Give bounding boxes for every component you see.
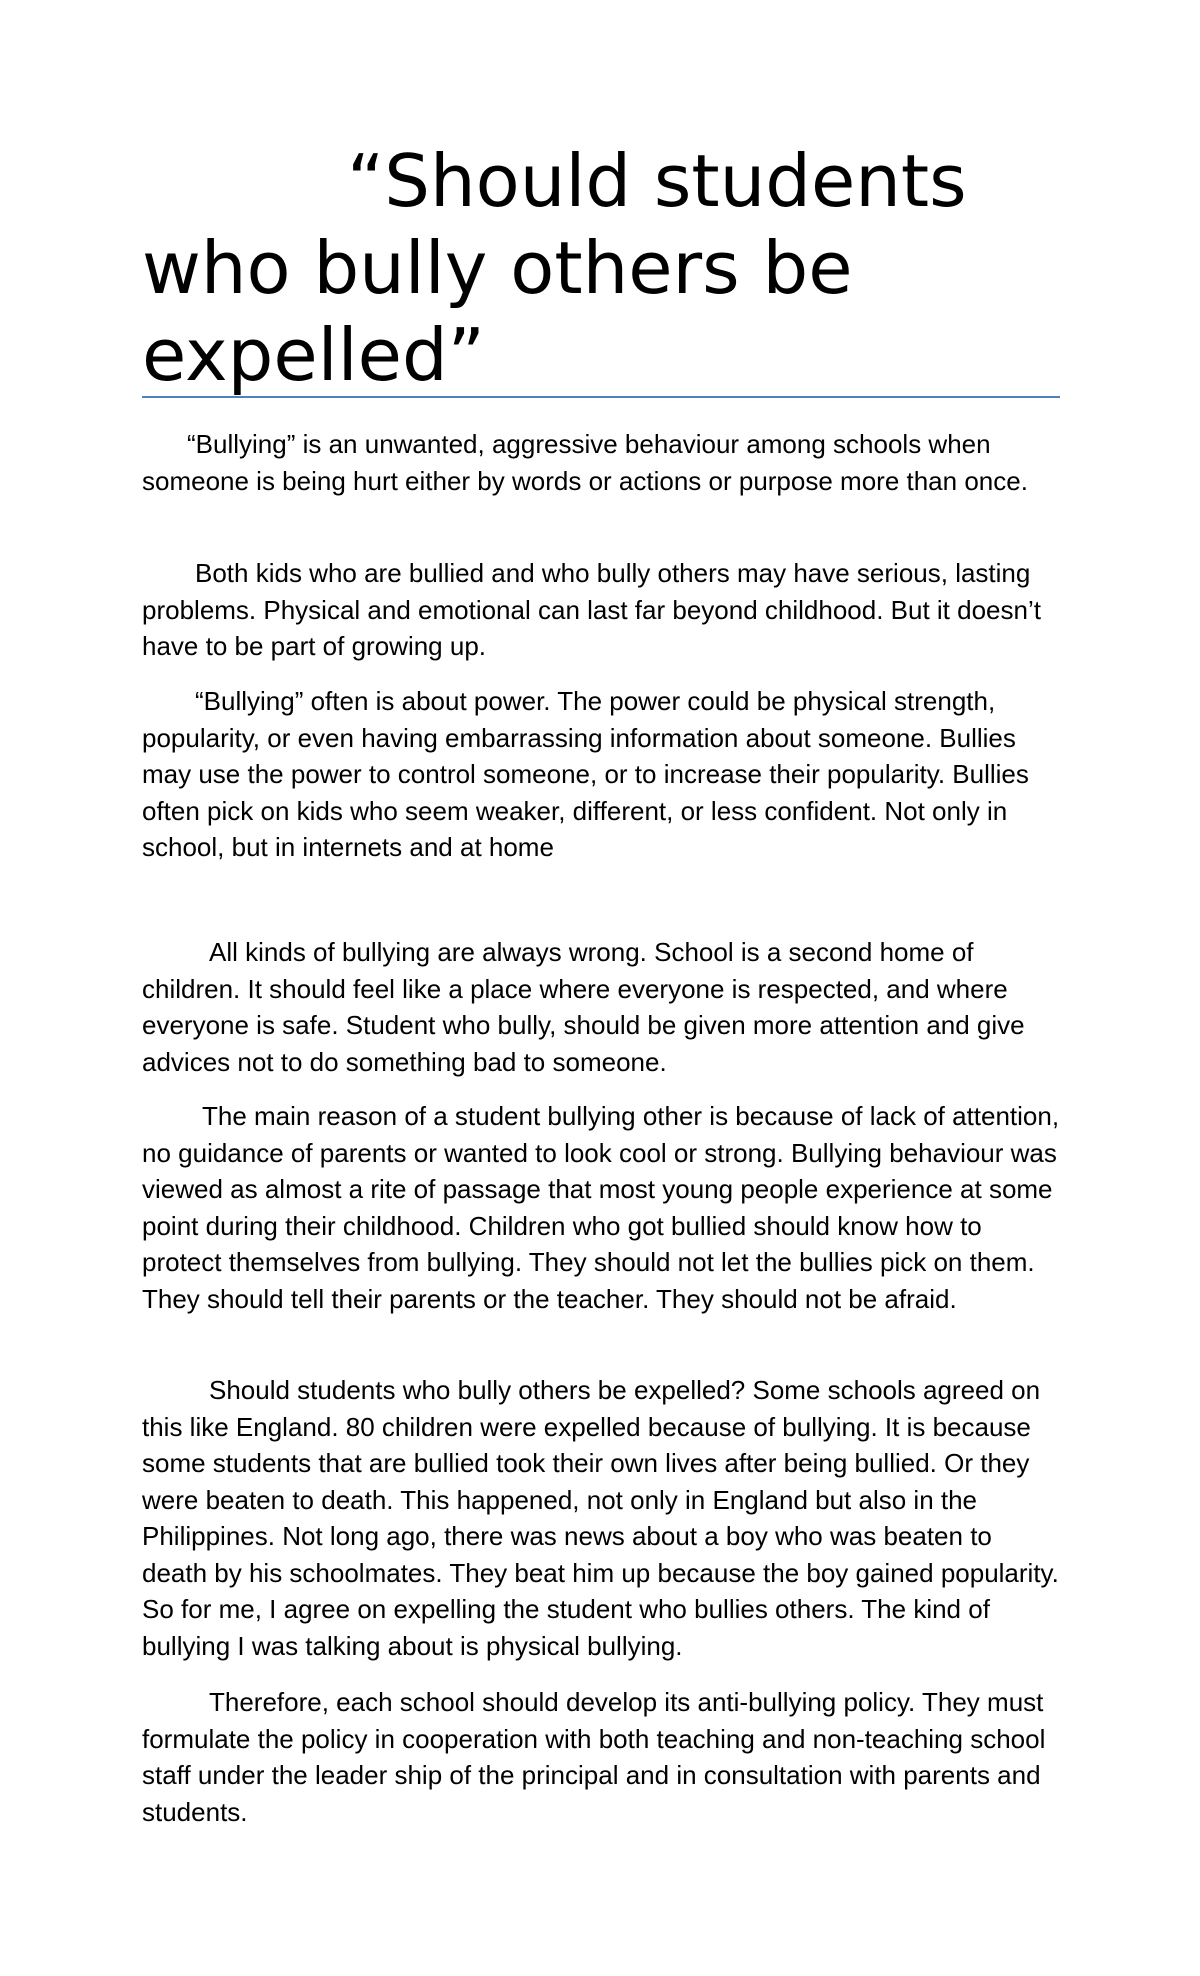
title-underline-divider [142, 396, 1060, 398]
paragraph-expelled-question: Should students who bully others be expelled? Some schools agreed on this like England. 80 children were expelled because of bullying. It is because some students that are bullied took their own lives after being bullied. Or they were beaten to death. This happened, not only in England but also in the Philippines. Not long ago, there was news about a boy who was beaten to death by his schoolmates. They beat him up because the boy gained popularity. So for me, I agree on expelling the student who bullies others. The kind of bullying I was talking about is physical bullying. [142, 1375, 1059, 1661]
paragraph-definition: “Bullying” is an unwanted, aggressive behaviour among schools when someone is being hurt either by words or actions or purpose more than once. [142, 429, 1028, 496]
document-title: “Should students who bully others be expelled” [142, 139, 967, 397]
paragraph-always-wrong: All kinds of bullying are always wrong. School is a second home of children. It should feel like a place where everyone is respected, and where everyone is safe. Student who bully, should be given more attention and give advices not to do something bad to someone. [142, 937, 1025, 1077]
paragraph-main-reason: The main reason of a student bullying other is because of lack of attention, no guidance of parents or wanted to look cool or strong. Bullying behaviour was viewed as almost a rite of passage that most young people experience at some point during their childhood. Children who got bullied should know how to protect themselves from bullying. They should not let the bullies pick on them. They should tell their parents or the teacher. They should not be afraid. [142, 1101, 1060, 1314]
paragraph-power: “Bullying” often is about power. The power could be physical strength, popularity, or even having embarrassing information about someone. Bullies may use the power to control someone, or to increase their popularity. Bullies often pick on kids who seem weaker, different, or less confident. Not only in school, but in internets and at home [142, 686, 1029, 862]
paragraph-lasting-problems: Both kids who are bullied and who bully others may have serious, lasting problems. Physical and emotional can last far beyond childhood. But it doesn’t have to be part of growing up. [142, 558, 1041, 661]
paragraph-conclusion: Therefore, each school should develop its anti-bullying policy. They must formulate the policy in cooperation with both teaching and non-teaching school staff under the leader ship of the principal and in consultation with parents and students. [142, 1687, 1046, 1827]
